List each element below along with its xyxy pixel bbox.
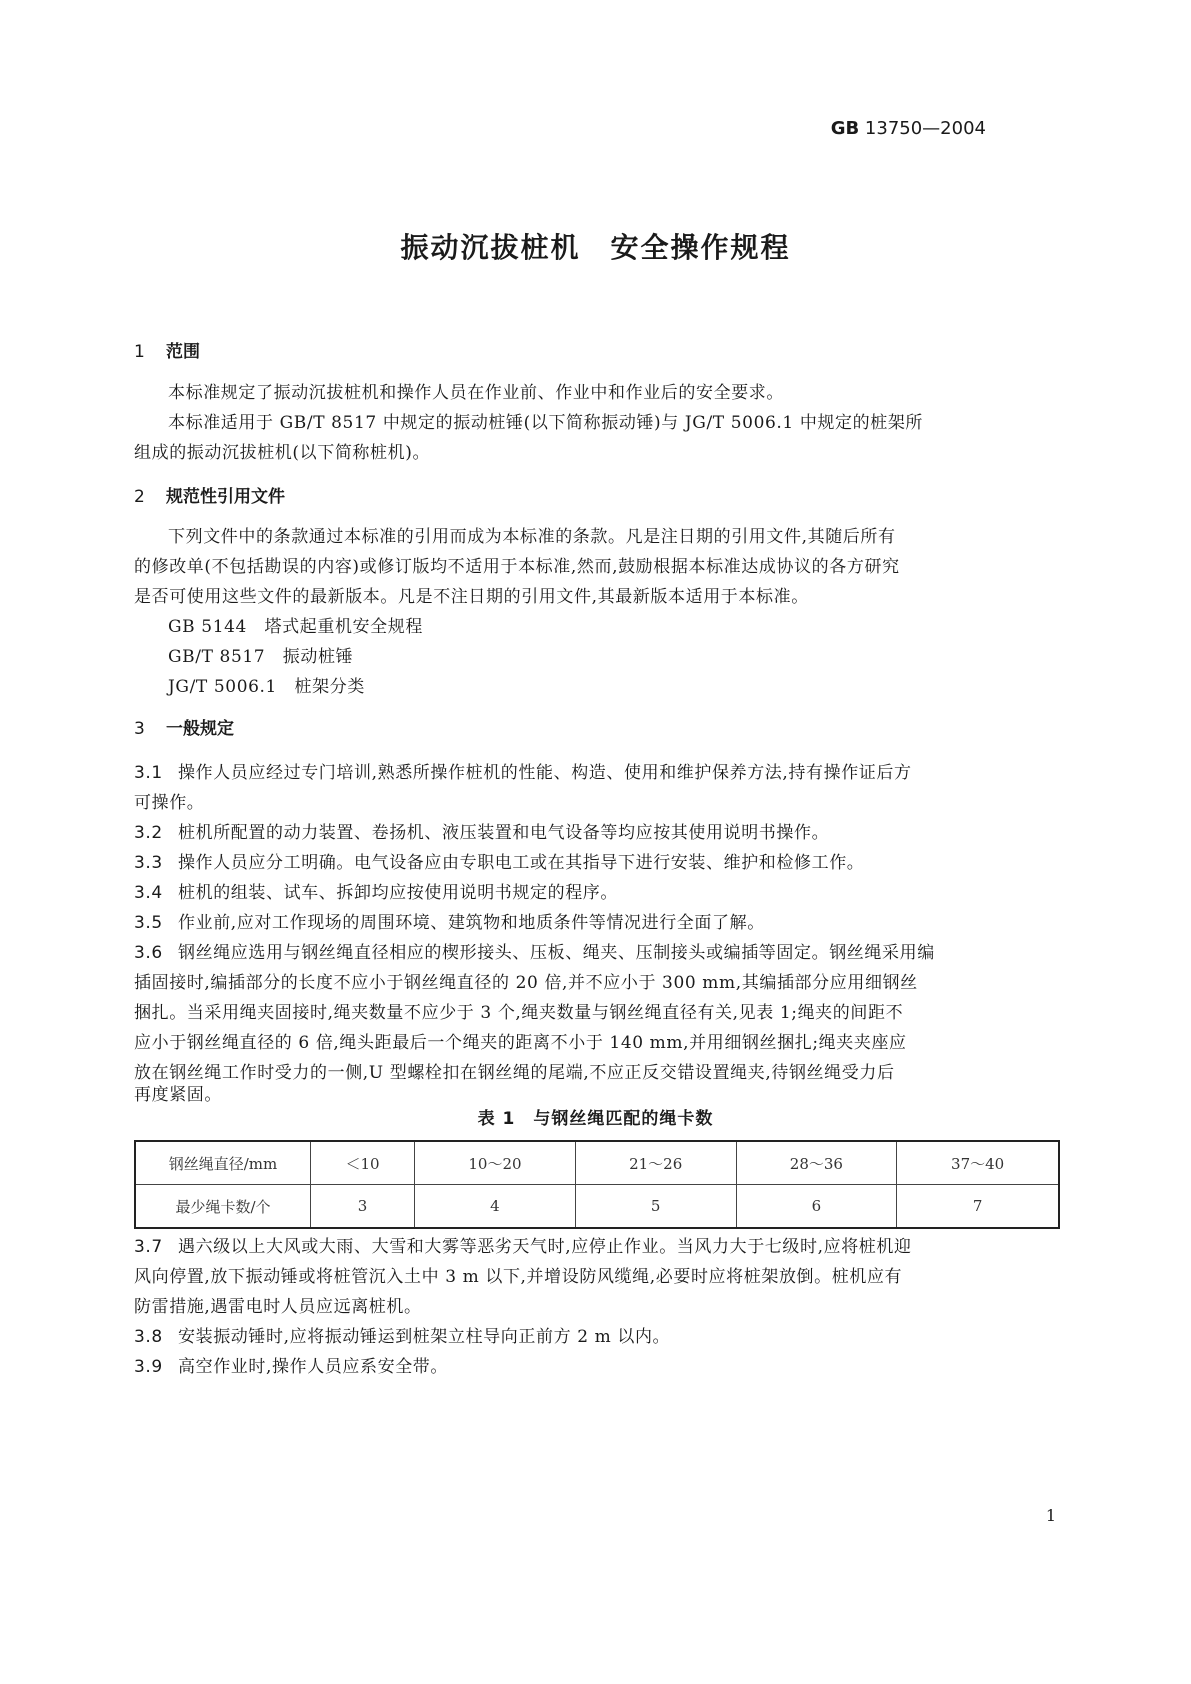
clause-3-7-line-2: 风向停置,放下振动锤或将桩管沉入土中 3 m 以下,并增设防风缆绳,必要时应将桩架放倒。桩机应有 bbox=[134, 1267, 903, 1287]
clause-3-6-line-5: 放在钢丝绳工作时受力的一侧,U 型螺栓扣在钢丝绳的尾端,不应正反交错设置绳夹,待钢丝绳受力后 bbox=[134, 1063, 895, 1083]
clause-3-6: 3.6 钢丝绳应选用与钢丝绳直径相应的楔形接头、压板、绳夹、压制接头或编插等固定。钢丝绳采用编 bbox=[134, 943, 935, 963]
table-cell: 3 bbox=[311, 1185, 415, 1229]
table-cell: 钢丝绳直径/mm bbox=[135, 1141, 311, 1185]
clause-3-6-line-2: 插固接时,编插部分的长度不应小于钢丝绳直径的 20 倍,并不应小于 300 mm,其编插部分应用细钢丝 bbox=[134, 973, 918, 993]
section-1-paragraph-1: 本标准规定了振动沉拔桩机和操作人员在作业前、作业中和作业后的安全要求。 bbox=[168, 383, 784, 403]
table-cell: 5 bbox=[575, 1185, 736, 1229]
section-2-line-1: 下列文件中的条款通过本标准的引用而成为本标准的条款。凡是注日期的引用文件,其随后所有 bbox=[168, 527, 896, 547]
clause-3-6-line-3: 捆扎。当采用绳夹固接时,绳夹数量不应少于 3 个,绳夹数量与钢丝绳直径有关,见表 1;绳夹的间距不 bbox=[134, 1003, 904, 1023]
clause-3-6-line-6: 再度紧固。 bbox=[134, 1085, 222, 1105]
table-cell: 10～20 bbox=[415, 1141, 576, 1185]
table-cell: 21～26 bbox=[575, 1141, 736, 1185]
clause-3-5: 3.5 作业前,应对工作现场的周围环境、建筑物和地质条件等情况进行全面了解。 bbox=[134, 913, 765, 933]
table-cell: 最少绳卡数/个 bbox=[135, 1185, 311, 1229]
table-cell: 37～40 bbox=[897, 1141, 1059, 1185]
table-cell: 6 bbox=[736, 1185, 897, 1229]
section-3-heading: 3 一般规定 bbox=[134, 719, 234, 739]
clause-3-3: 3.3 操作人员应分工明确。电气设备应由专职电工或在其指导下进行安装、维护和检修工作。 bbox=[134, 853, 865, 873]
section-2-line-3: 是否可使用这些文件的最新版本。凡是不注日期的引用文件,其最新版本适用于本标准。 bbox=[134, 587, 809, 607]
section-1-paragraph-2: 本标准适用于 GB/T 8517 中规定的振动桩锤(以下简称振动锤)与 JG/T 5006.1 中规定的桩架所 bbox=[168, 413, 924, 433]
table-row bbox=[135, 1185, 1059, 1229]
clause-3-1: 3.1 操作人员应经过专门培训,熟悉所操作桩机的性能、构造、使用和维护保养方法,持有操作证后方 bbox=[134, 763, 912, 783]
page-number: 1 bbox=[1045, 1506, 1056, 1525]
rope-clip-table bbox=[134, 1140, 1060, 1229]
table-row bbox=[135, 1141, 1059, 1185]
clause-3-6-line-4: 应小于钢丝绳直径的 6 倍,绳头距最后一个绳夹的距离不小于 140 mm,并用细钢丝捆扎;绳夹夹座应 bbox=[134, 1033, 907, 1053]
table-cell: 7 bbox=[897, 1185, 1059, 1229]
clause-3-2: 3.2 桩机所配置的动力装置、卷扬机、液压装置和电气设备等均应按其使用说明书操作。 bbox=[134, 823, 830, 843]
table-cell: ＜10 bbox=[311, 1141, 415, 1185]
table-cell: 4 bbox=[415, 1185, 576, 1229]
clause-3-7: 3.7 遇六级以上大风或大雨、大雪和大雾等恶劣天气时,应停止作业。当风力大于七级时,应将桩机迎 bbox=[134, 1237, 912, 1257]
clause-3-8: 3.8 安装振动锤时,应将振动锤运到桩架立柱导向正前方 2 m 以内。 bbox=[134, 1327, 671, 1347]
reference-gb5144: GB 5144 塔式起重机安全规程 bbox=[168, 617, 423, 637]
clause-3-4: 3.4 桩机的组装、试车、拆卸均应按使用说明书规定的程序。 bbox=[134, 883, 618, 903]
reference-gbt8517: GB/T 8517 振动桩锤 bbox=[168, 647, 354, 667]
table-cell: 28～36 bbox=[736, 1141, 897, 1185]
section-1-paragraph-2-cont: 组成的振动沉拔桩机(以下简称桩机)。 bbox=[134, 443, 431, 463]
table-1-caption: 表 1 与钢丝绳匹配的绳卡数 bbox=[477, 1109, 714, 1129]
section-1-heading: 1 范围 bbox=[134, 342, 200, 362]
document-code: GB 13750—2004 bbox=[830, 118, 986, 139]
page-title: 振动沉拔桩机 安全操作规程 bbox=[400, 231, 791, 264]
section-2-heading: 2 规范性引用文件 bbox=[134, 487, 285, 507]
section-2-line-2: 的修改单(不包括勘误的内容)或修订版均不适用于本标准,然而,鼓励根据本标准达成协议的各方研究 bbox=[134, 557, 900, 577]
clause-3-7-line-3: 防雷措施,遇雷电时人员应远离桩机。 bbox=[134, 1297, 422, 1317]
clause-3-9: 3.9 高空作业时,操作人员应系安全带。 bbox=[134, 1357, 449, 1377]
reference-jgt5006: JG/T 5006.1 桩架分类 bbox=[168, 677, 365, 697]
clause-3-1-cont: 可操作。 bbox=[134, 793, 205, 813]
